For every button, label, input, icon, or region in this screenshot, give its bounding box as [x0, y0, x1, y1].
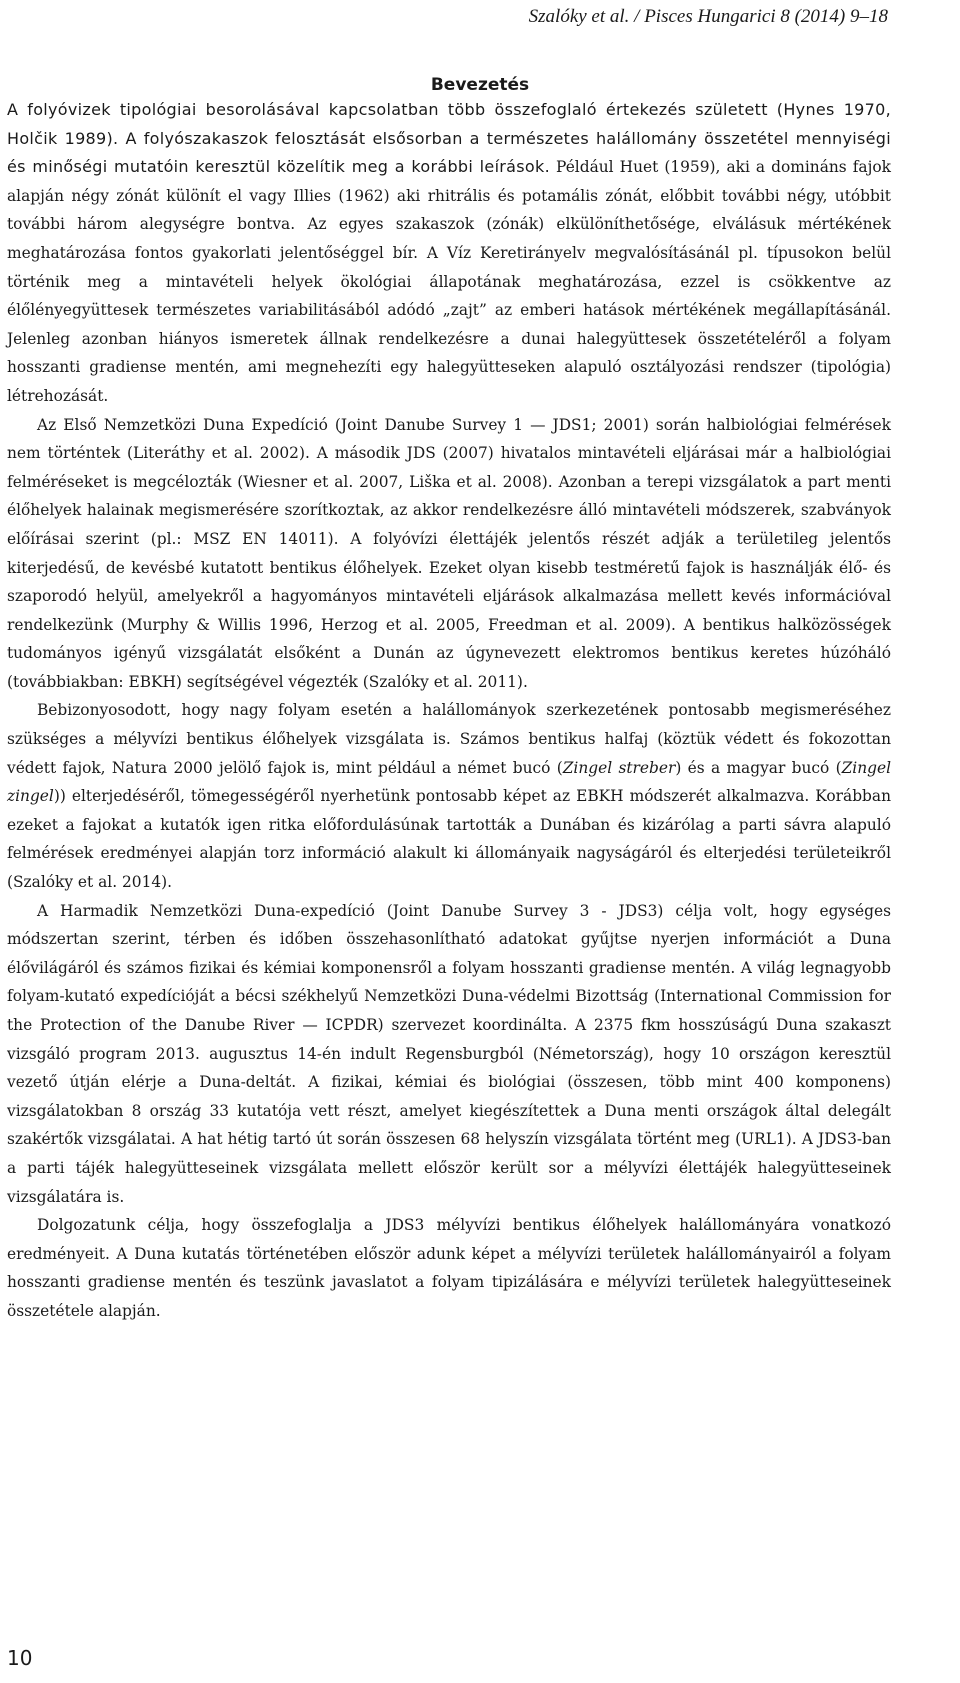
species-name-zingel-zingel: Zingel zingel	[7, 758, 891, 806]
article-body	[7, 96, 891, 1326]
paragraph-3-part-b: ) és a magyar bucó (	[675, 758, 842, 777]
paragraph-4: A Harmadik Nemzetközi Duna-expedíció (Joint Danube Survey 3 - JDS3) célja volt, hogy egységes módszertan szerint, térben és időben összehasonlítható adatokat gyűjtse nyerjen információt a Duna élővilágáról és számos fizikai és kémiai komponensről a folyam hosszanti gradiense mentén. A világ legnagyobb folyam-kutató expedícióját a bécsi székhelyű Nemzetközi Duna-védelmi Bizottság (International Commission for the Protection of the Danube River — ICPDR) szervezet koordinálta. A 2375 fkm hosszúságú Duna szakaszt vizsgáló program 2013. augusztus 14-én indult Regensburgból (Németország), hogy 10 országon keresztül vezető útján elérje a Duna-deltát. A fizikai, kémiai és biológiai (összesen, több mint 400 komponens) vizsgálatokban 8 ország 33 kutatója vett részt, amelyet kiegészítettek a Duna menti országok által delegált szakértők vizsgálatai. A hat hétig tartó út során összesen 68 helyszín vizsgálata történt meg (URL1). A JDS3-ban a parti tájék halegyütteseinek vizsgálata mellett először került sor a mélyvízi élettájék halegyütteseinek vizsgálatára is.	[7, 901, 891, 1206]
running-header: Szalóky et al. / Pisces Hungarici 8 (2014) 9–18	[528, 6, 888, 27]
paragraph-5: Dolgozatunk célja, hogy összefoglalja a JDS3 mélyvízi bentikus élőhelyek halállományára vonatkozó eredményeit. A Duna kutatás történetében először adunk képet a mélyvízi területek halállományairól a folyam hosszanti gradiense mentén és teszünk javaslatot a folyam tipizálására e mélyvízi területek halegyütteseinek összetétele alapján.	[7, 1216, 891, 1320]
paragraph-1-intro: A folyóvizek tipológiai besorolásával kapcsolatban több összefoglaló értekezés született (Hynes 1970, Holčik 1989). A folyószakaszok felosztását elsősorban a természetes halállomány összetétel mennyiségi és minőségi mutatóin keresztül közelítik meg a korábbi leírások.	[7, 100, 891, 177]
paragraph-3-part-c: )) elterjedéséről, tömegességéről nyerhetünk pontosabb képet az EBKH módszerét alkalmazva. Korábban ezeket a fajokat a kutatók igen ritka előfordulásúnak tartották a Dunában és kizárólag a parti sávra alapuló felmérések eredményei alapján torz információ alakult ki állományaik nagyságáról és elterjedési területeikről (Szalóky et al. 2014).	[7, 787, 891, 892]
paragraph-3-part-a: Bebizonyosodott, hogy nagy folyam esetén a halállományok szerkezetének pontosabb megismeréséhez szükséges a mélyvízi bentikus élőhelyek vizsgálata is. Számos bentikus halfaj (köztük védett és fokozottan védett fajok, Natura 2000 jelölő fajok is, mint például a német bucó (	[7, 701, 891, 777]
paragraph-1-rest: Például Huet (1959), aki a domináns fajok alapján négy zónát különít el vagy Illies (1962) aki rhitrális és potamális zónát, előbbit további négy, utóbbit további három alegységre bontva. Az egyes szakaszok (zónák) elkülöníthetősége, elválásuk mértékének meghatározása fontos gyakorlati jelentőséggel bír. A Víz Keretirányelv megvalósításánál pl. típusokon belül történik meg a mintavételi helyek ökológiai állapotának meghatározása, ezzel is csökkentve az élőlényegyüttesek természetes variabilitásából adódó „zajt” az emberi hatások mértékének megállapításánál. Jelenleg azonban hiányos ismeretek állnak rendelkezésre a dunai halegyüttesek összetételéről a folyam hosszanti gradiense mentén, ami megnehezíti egy halegyütteseken alapuló osztályozási rendszer (tipológia) létrehozását.	[7, 158, 891, 405]
paragraph-2: Az Első Nemzetközi Duna Expedíció (Joint Danube Survey 1 — JDS1; 2001) során halbiológiai felmérések nem történtek (Literáthy et al. 2002). A második JDS (2007) hivatalos mintavételi eljárásai már a halbiológiai felméréseket is megcélozták (Wiesner et al. 2007, Liška et al. 2008). Azonban a terepi vizsgálatok a part menti élőhelyek halainak megismerésére szorítkoztak, az akkor rendelkezésre álló mintavételi módszerek, szabványok előírásai szerint (pl.: MSZ EN 14011). A folyóvízi élettájék jelentős részét adják a területileg jelentős kiterjedésű, de kevésbé kutatott bentikus élőhelyek. Ezeket olyan kisebb testméretű fajok is használják élő- és szaporodó helyül, amelyekről a hagyományos mintavételi eljárások alkalmazása mellett kevés információval rendelkezünk (Murphy & Willis 1996, Herzog et al. 2005, Freedman et al. 2009). A bentikus halközösségek tudományos igényű vizsgálatát elsőként a Dunán az úgynevezett elektromos bentikus keretes húzóháló (továbbiakban: EBKH) segítségével végezték (Szalóky et al. 2011).	[7, 415, 891, 691]
paragraph-3	[7, 696, 891, 896]
page-number: 10	[7, 1646, 33, 1670]
species-name-zingel-streber: Zingel streber	[562, 758, 676, 777]
paragraph-1	[7, 96, 891, 411]
section-title: Bevezetés	[430, 75, 530, 95]
